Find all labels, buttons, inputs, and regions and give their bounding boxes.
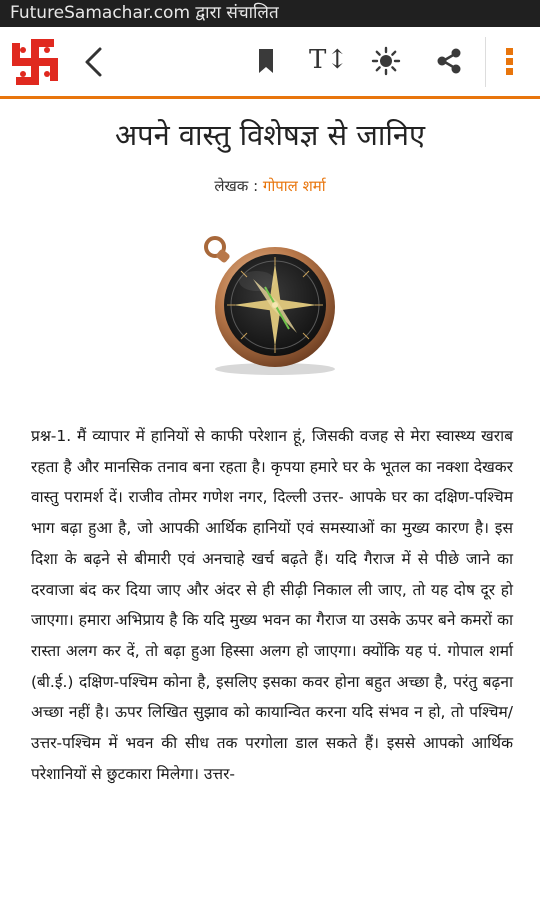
author-name[interactable]: गोपाल शर्मा [262, 177, 326, 195]
status-bar [0, 0, 540, 27]
compass-image [195, 229, 345, 379]
status-bar-text: FutureSamachar.com द्वारा संचालित [10, 3, 279, 23]
bookmark-icon[interactable] [251, 46, 281, 76]
brightness-icon[interactable] [371, 46, 401, 76]
article-author [0, 176, 540, 196]
share-icon[interactable] [434, 46, 464, 76]
more-vertical-icon[interactable] [498, 46, 522, 76]
text-size-glyph: T↕ [309, 45, 349, 75]
swastika-logo-icon [8, 35, 62, 89]
text-size-icon[interactable] [309, 42, 349, 75]
article [0, 99, 540, 783]
chevron-left-icon[interactable] [80, 45, 110, 79]
toolbar-divider [485, 37, 486, 87]
article-body: प्रश्न-1. मैं व्यापार में हानियों से काफी परेशान हूं, जिसकी वजह से मेरा स्वास्थ्य खराब रहता है और मानसिक तनाव बना रहता है। कृपया हमारे घर के भूतल का नक्शा देखकर वास्तु परामर्श दें। राजीव तोमर गणेश नगर, दिल्ली उत्तर- आपके घर का दक्षिण-पश्चिम भाग बढ़ा हुआ है, जो आपकी आर्थिक हानियों एवं समस्याओं का मुख्य कारण है। इस दिशा के बढ़ने से बीमारी एवं अनचाहे खर्च बढ़ते हैं। यदि गैराज में से पीछे जाने का दरवाजा बंद कर दिया जाए और अंदर से ही सीढ़ी निकाल ली जाए, तो यह दोष दूर हो जाएगा। हमारा अभिप्राय है कि यदि मुख्य भवन का गैराज या उसके ऊपर बने कमरों का रास्ता अलग कर दें, तो बढ़ा हुआ हिस्सा अलग हो जाएगा। क्योंकि यह पं. गोपाल शर्मा (बी.ई.) दक्षिण-पश्चिम कोना है, इसलिए इसका कवर होना बहुत अच्छा है, परंतु बढ़ना अच्छा नहीं है। ऊपर लिखित सुझाव को कायान्वित करना यदि संभव न हो, तो पश्चिम/उत्तर-पश्चिम में भवन की सीध तक परगोला डाल सकते हैं। इससे आपको आर्थिक परेशानियों से छुटकारा मिलेगा। उत्तर- [31, 427, 513, 783]
bottom-fade [0, 872, 540, 900]
article-title: अपने वास्तु विशेषज्ञ से जानिए [114, 118, 426, 152]
app-bar [0, 27, 540, 99]
author-label: लेखक : [214, 177, 259, 195]
